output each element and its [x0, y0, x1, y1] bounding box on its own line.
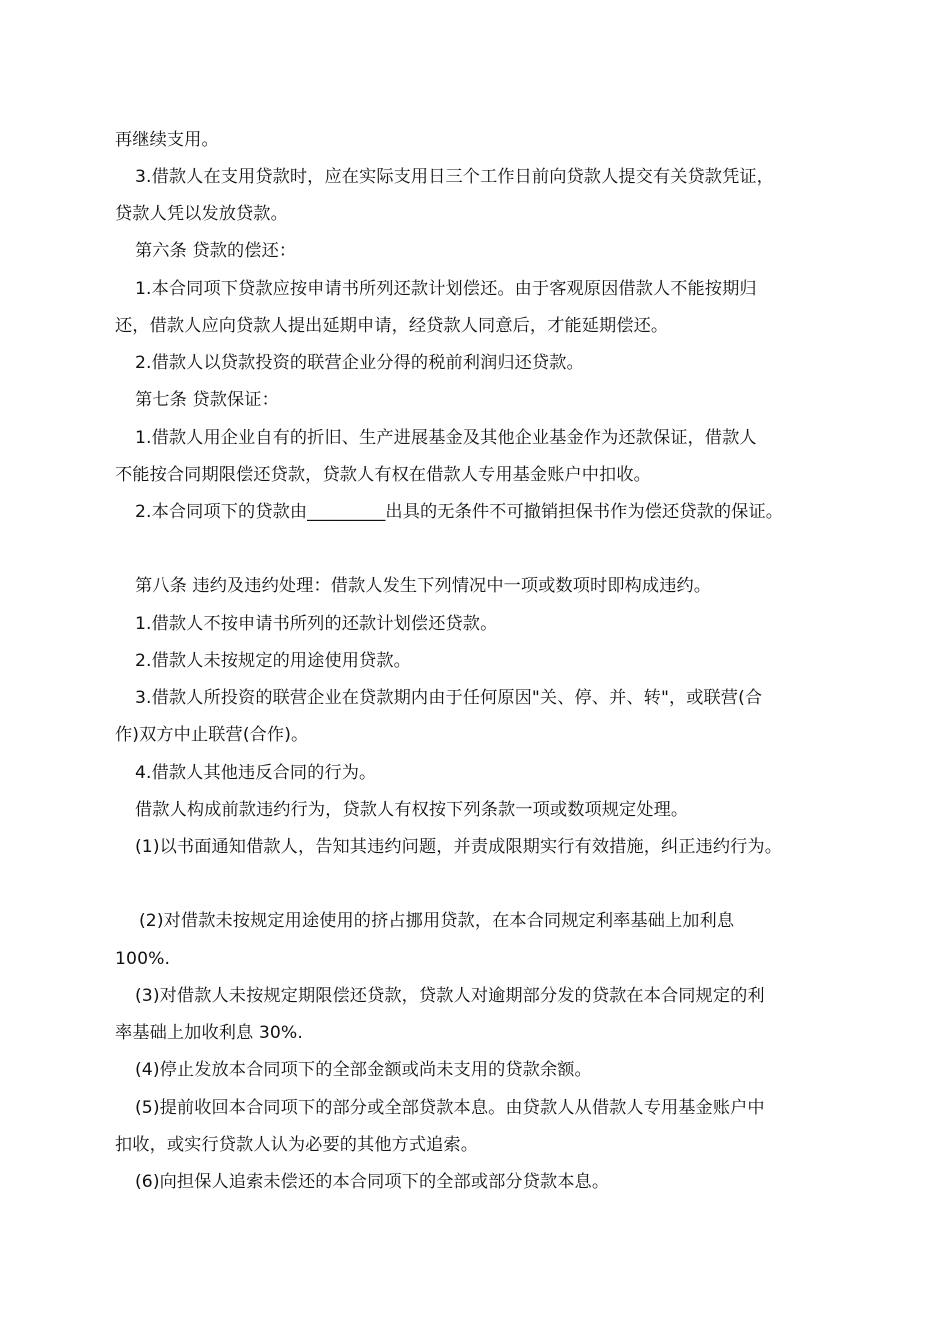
- section-heading: 第七条 贷款保证：: [135, 390, 279, 410]
- text-line: (2)对借款未按规定用途使用的挤占挪用贷款，在本合同规定利率基础上加利息: [139, 911, 735, 931]
- text-line: 贷款人凭以发放贷款。: [115, 204, 288, 224]
- text-line: 不能按合同期限偿还贷款，贷款人有权在借款人专用基金账户中扣收。: [115, 465, 651, 485]
- text-line: 还，借款人应向贷款人提出延期申请，经贷款人同意后，才能延期偿还。: [115, 316, 669, 336]
- text-line: 4.借款人其他违反合同的行为。: [135, 763, 377, 783]
- document-page: [115, 0, 850, 1344]
- text-line: 1.本合同项下贷款应按申请书所列还款计划偿还。由于客观原因借款人不能按期归: [135, 279, 757, 299]
- text-line: (1)以书面通知借款人，告知其违约问题，并责成限期实行有效措施，纠正违约行为。: [135, 837, 782, 857]
- text-line: 2.本合同项下的贷款由_________出具的无条件不可撤销担保书作为偿还贷款的保证。: [135, 502, 784, 522]
- text-line: (6)向担保人追索未偿还的本合同项下的全部或部分贷款本息。: [135, 1172, 610, 1192]
- text-line: (4)停止发放本合同项下的全部金额或尚未支用的贷款余额。: [135, 1060, 592, 1080]
- text-line: 2.借款人以贷款投资的联营企业分得的税前利润归还贷款。: [135, 353, 584, 373]
- text-line: 3.借款人所投资的联营企业在贷款期内由于任何原因"关、停、并、转"，或联营(合: [135, 688, 763, 708]
- text-line: 作)双方中止联营(合作)。: [115, 725, 309, 745]
- text-line: 1.借款人不按申请书所列的还款计划偿还贷款。: [135, 614, 498, 634]
- text-line: 率基础上加收利息 30%.: [115, 1023, 303, 1043]
- text-line: 100%.: [115, 949, 171, 969]
- text-line: 扣收，或实行贷款人认为必要的其他方式追索。: [115, 1135, 479, 1155]
- text-line: (5)提前收回本合同项下的部分或全部贷款本息。由贷款人从借款人专用基金账户中: [135, 1098, 765, 1118]
- section-heading: 第八条 违约及违约处理：借款人发生下列情况中一项或数项时即构成违约。: [135, 576, 712, 596]
- text-line: 再继续支用。: [115, 130, 219, 150]
- text-line: 2.借款人未按规定的用途使用贷款。: [135, 651, 411, 671]
- text-line: (3)对借款人未按规定期限偿还贷款，贷款人对逾期部分发的贷款在本合同规定的利: [135, 986, 765, 1006]
- text-line: 借款人构成前款违约行为，贷款人有权按下列条款一项或数项规定处理。: [135, 800, 689, 820]
- text-line: 1.借款人用企业自有的折旧、生产进展基金及其他企业基金作为还款保证，借款人: [135, 428, 757, 448]
- text-line: 3.借款人在支用贷款时，应在实际支用日三个工作日前向贷款人提交有关贷款凭证，: [135, 167, 774, 187]
- section-heading: 第六条 贷款的偿还：: [135, 241, 297, 261]
